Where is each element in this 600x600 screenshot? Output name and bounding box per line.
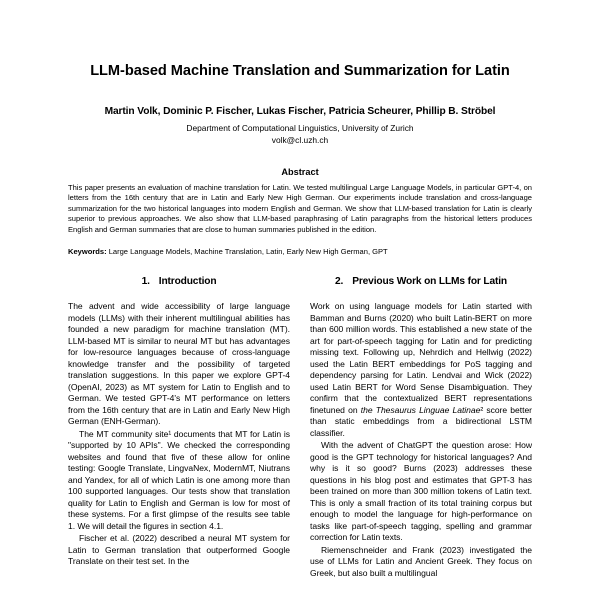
keywords-line	[68, 235, 532, 257]
abstract-heading: Abstract	[281, 166, 319, 177]
section-heading-2	[310, 276, 532, 301]
contact-email: volk@cl.uzh.ch	[271, 134, 329, 145]
section-number-2: 2.	[335, 276, 344, 288]
column-left	[68, 276, 290, 567]
section-heading-1	[68, 276, 290, 301]
column-right	[310, 276, 532, 579]
paragraph: The MT community site¹ documents that MT for Latin is "supported by 10 APIs". We checked the corresponding websites and found that five of these allow for online testing: Google Translate, LingvaNex, ModernMT, Niutrans and Yandex, for all of which Latin is one among more than 100 supported languages. Our tests show that translation quality for Latin to English and German is low for most of these systems. For a first glimpse of the results see table 1. We will detail the figures in section 4.1.	[68, 428, 290, 531]
section-title-1: Introduction	[158, 276, 217, 288]
keywords-value: Large Language Models, Machine Translation, Latin, Early New High German, GPT	[108, 247, 388, 257]
section-title-2: Previous Work on LLMs for Latin	[352, 276, 507, 288]
affiliation: Department of Computational Linguistics, University of Zurich	[186, 122, 414, 133]
keywords-label: Keywords:	[68, 247, 107, 257]
page-title: LLM-based Machine Translation and Summarization for Latin	[90, 63, 510, 79]
paragraph: Fischer et al. (2022) described a neural MT system for Latin to German translation that outperformed Google Translate on their test set. In the	[68, 533, 290, 567]
section-number-1: 1.	[141, 276, 150, 288]
two-column-body	[68, 257, 532, 579]
paragraph: Work on using language models for Latin started with Bamman and Burns (2020) who built Latin-BERT on more than 600 million words. This established a new state of the art for part-of-speech tagging for Latin and for predicting missing text. Following up, Nehrdich and Hellwig (2022) used the Latin BERT embeddings for PoS tagging and dependency parsing for Latin. Lendvai and Wick (2022) used Latin BERT for Word Sense Disambiguation. They confirm that the contextualized BERT representations finetuned on the Thesaurus Linguae Latinae² score better than static embeddings from a bidirectional LSTM classifier.	[310, 301, 532, 438]
author-list: Martin Volk, Dominic P. Fischer, Lukas Fischer, Patricia Scheurer, Phillip B. Ströbel	[104, 106, 496, 118]
paragraph: The advent and wide accessibility of large language models (LLMs) with their inherent multilingual abilities has founded a new paradigm for machine translation (MT). LLM-based MT is similar to neural MT but has advantages for low-resource languages because of cross-language knowledge transfer and the possibility of targeted translation suggestions. In this paper we explore GPT-4 (OpenAI, 2023) as MT system for Latin to English and to German. We tested GPT-4's MT performance on letters from the 16th century that are in Latin and Early New High German (ENH-German).	[68, 301, 290, 427]
paragraph: Riemenschneider and Frank (2023) investigated the use of LLMs for Latin and Ancient Greek. They focus on Greek, but also built a multilingual	[310, 544, 532, 578]
abstract-body: This paper presents an evaluation of machine translation for Latin. We tested multilingual Large Language Models, in particular GPT-4, on letters from the 16th century that are in Latin and Early New High German. Our experiments include translation and cross-language summarization for the two historical languages into modern English and German. We show that LLM-based translation for Latin is clearly superior to previous approaches. We also show that LLM-based paraphrasing of Latin paragraphs from the historical letters produces English and German summaries that are close to human summaries published in the edition.	[68, 182, 532, 234]
paragraph: With the advent of ChatGPT the question arose: How good is the GPT technology for historical languages? And why is it so good? Burns (2023) addresses these questions in his blog post and estimates that GPT-3 has been trained on more than 300 million tokens of Latin text. This is only a small fraction of its total training corpus but enough to model the language for high-performance on tasks like part-of-speech tagging, spelling and grammar correction for Latin texts.	[310, 440, 532, 543]
